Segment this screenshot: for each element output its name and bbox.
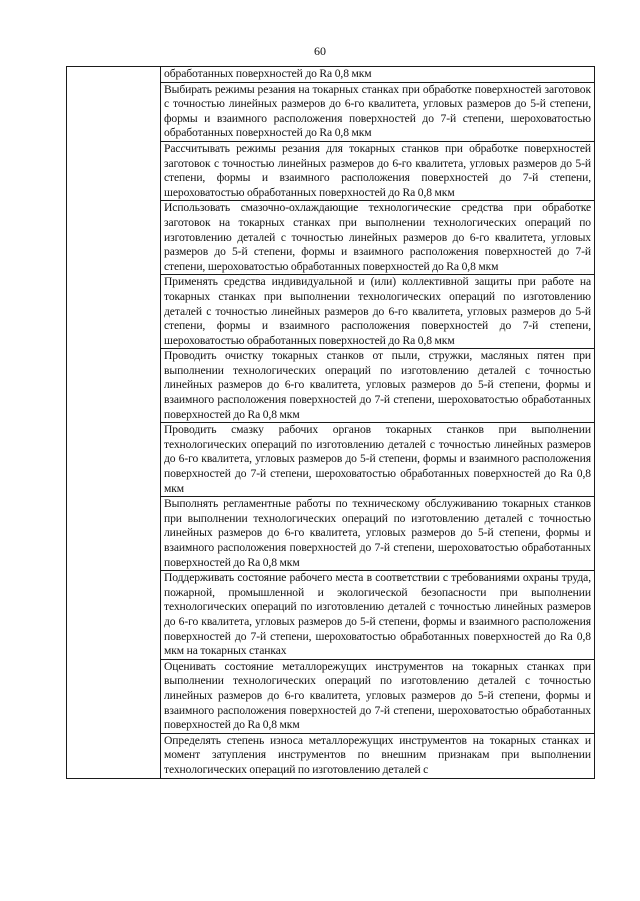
table-cell — [161, 275, 595, 349]
table-cell — [161, 497, 595, 571]
cell-text: Проводить очистку токарных станков от пыли, стружки, масляных пятен при выполнении технологических операций по изготовлению деталей с точностью линейных размеров до 6-го квалитета, угловых размеров до 5-й степени, формы и взаимного расположения поверхностей до 7-й степени, шероховатостью обработанных поверхностей до Ra 0,8 мкм — [164, 349, 591, 421]
table-cell — [161, 571, 595, 660]
table-cell — [161, 349, 595, 423]
cell-text: Применять средства индивидуальной и (или) коллективной защиты при работе на токарных станках при выполнении технологических операций по изготовлению деталей с точностью линейных размеров до 6-го квалитета, угловых размеров до 5-й степени, формы и взаимного расположения поверхностей до 7-й степени, шероховатостью обработанных поверхностей до Ra 0,8 мкм — [164, 275, 591, 347]
cell-text: Выбирать режимы резания на токарных станках при обработке поверхностей заготовок с точностью линейных размеров до 6-го квалитета, угловых размеров до 5-й степени, формы и взаимного расположения поверхностей до 7-й степени, шероховатостью обработанных поверхностей до Ra 0,8 мкм — [164, 82, 591, 140]
cell-text: Проводить смазку рабочих органов токарных станков при выполнении технологических операций по изготовлению деталей с точностью линейных размеров до 6-го квалитета, угловых размеров до 5-й степени, формы и взаимного расположения поверхностей до 7-й степени, шероховатостью обработанных поверхностей до Ra 0,8 мкм — [164, 423, 591, 495]
cell-text: Оценивать состояние металлорежущих инструментов на токарных станках при выполнении технологических операций по изготовлению деталей с точностью линейных размеров до 6-го квалитета, угловых размеров до 5-й степени, формы и взаимного расположения поверхностей до 7-й степени, шероховатостью обработанных поверхностей до Ra 0,8 мкм — [164, 659, 591, 732]
table-cell — [161, 423, 595, 497]
table-cell — [161, 82, 595, 141]
table-cell — [161, 141, 595, 200]
page-number: 60 — [314, 44, 326, 58]
table-cell — [161, 201, 595, 275]
cell-text: Выполнять регламентные работы по техническому обслуживанию токарных станков при выполнении технологических операций по изготовлению деталей с точностью линейных размеров до 6-го квалитета, угловых размеров до 5-й степени, формы и взаимного расположения поверхностей до 7-й степени, шероховатостью обработанных поверхностей до Ra 0,8 мкм — [164, 497, 591, 569]
table-left-column — [67, 67, 161, 779]
table-row — [67, 67, 595, 83]
cell-text: обработанных поверхностей до Ra 0,8 мкм — [164, 67, 372, 80]
table-cell — [161, 733, 595, 778]
table-cell — [161, 67, 595, 83]
cell-text: Использовать смазочно-охлаждающие технологические средства при обработке заготовок на токарных станках при выполнении технологических операций по изготовлению деталей с точностью линейных размеров до 6-го квалитета, угловых размеров до 5-й степени, формы и взаимного расположения поверхностей до 7-й степени, шероховатостью обработанных поверхностей до Ra 0,8 мкм — [164, 201, 591, 273]
table-cell — [161, 659, 595, 733]
skills-table — [66, 66, 595, 779]
cell-text: Поддерживать состояние рабочего места в соответствии с требованиями охраны труда, пожарной, промышленной и экологической безопасности при выполнении технологических операций по изготовлению деталей с точностью линейных размеров до 6-го квалитета, угловых размеров до 5-й степени, формы и взаимного расположения поверхностей до 7-й степени, шероховатостью обработанных поверхностей до Ra 0,8 мкм на токарных станках — [164, 571, 591, 658]
cell-text: Определять степень износа металлорежущих инструментов на токарных станках и момент затупления инструментов по внешним признакам при выполнении технологических операций по изготовлению деталей с — [164, 733, 591, 776]
cell-text: Рассчитывать режимы резания для токарных станков при обработке поверхностей заготовок с точностью линейных размеров до 6-го квалитета, угловых размеров до 5-й степени, формы и взаимного расположения поверхностей до 7-й степени, шероховатостью обработанных поверхностей до Ra 0,8 мкм — [164, 141, 591, 199]
